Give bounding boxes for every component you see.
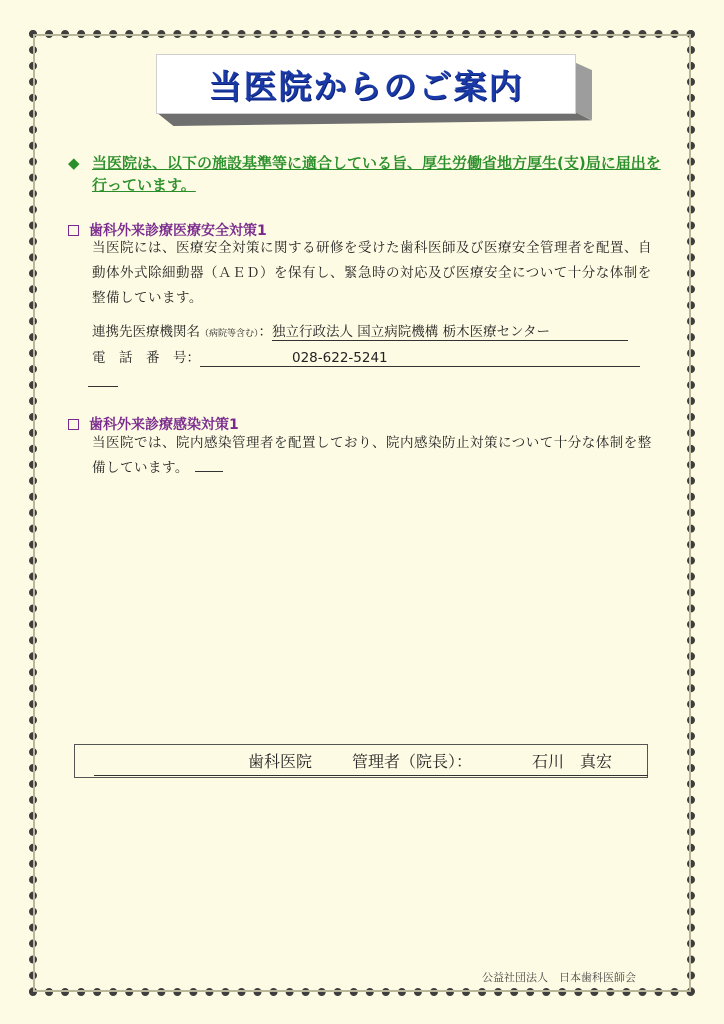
title-banner: [156, 54, 576, 114]
title-bevel-side: [574, 62, 592, 120]
partner-sep: ：: [258, 324, 273, 340]
section2-blank: [195, 471, 223, 472]
section2-heading-text: 歯科外来診療感染対策1: [89, 417, 239, 433]
phone-value-field: [200, 350, 640, 367]
section2-body-text: 当医院では、院内感染管理者を配置しており、院内感染防止対策について十分な体制を整備しています。: [92, 435, 652, 476]
phone-sep: ：: [186, 350, 200, 366]
phone-value: 028-622-5241: [292, 350, 388, 366]
partner-note: （病院等含む）: [200, 329, 259, 339]
partner-label: 連携先医療機関名: [92, 324, 200, 340]
blank-underline: [88, 386, 118, 387]
partner-value: 独立行政法人 国立病院機構 栃木医療センター: [272, 324, 551, 340]
phone-label: 電 話 番 号: [92, 350, 187, 366]
section1-body: 当医院には、医療安全対策に関する研修を受けた歯科医師及び医療安全管理者を配置、自動体外式除細動器（ＡＥＤ）を保有し、緊急時の対応及び医療安全について十分な体制を整備しています。: [92, 240, 652, 306]
partner-value-field: [272, 320, 628, 341]
phone-row: [92, 346, 640, 367]
manager-name: 石川 真宏: [532, 752, 613, 771]
section1-heading-text: 歯科外来診療医療安全対策1: [89, 223, 267, 239]
partner-row: [92, 320, 628, 341]
checkbox-square-icon: [68, 419, 79, 430]
clinic-name: 歯科医院: [248, 752, 313, 771]
checkbox-square-icon: [68, 225, 79, 236]
section2-body: [92, 431, 658, 481]
signature-row: [94, 749, 648, 776]
footer-publisher: 公益社団法人 日本歯科医師会: [482, 971, 636, 984]
diamond-bullet-icon: ◆: [68, 154, 80, 172]
page-title: 当医院からのご案内: [208, 66, 524, 106]
notice-text: 当医院は、以下の施設基準等に適合している旨、厚生労働省地方厚生(支)局に届出を行っています。: [92, 154, 661, 194]
manager-role: 管理者（院長）：: [352, 752, 473, 771]
